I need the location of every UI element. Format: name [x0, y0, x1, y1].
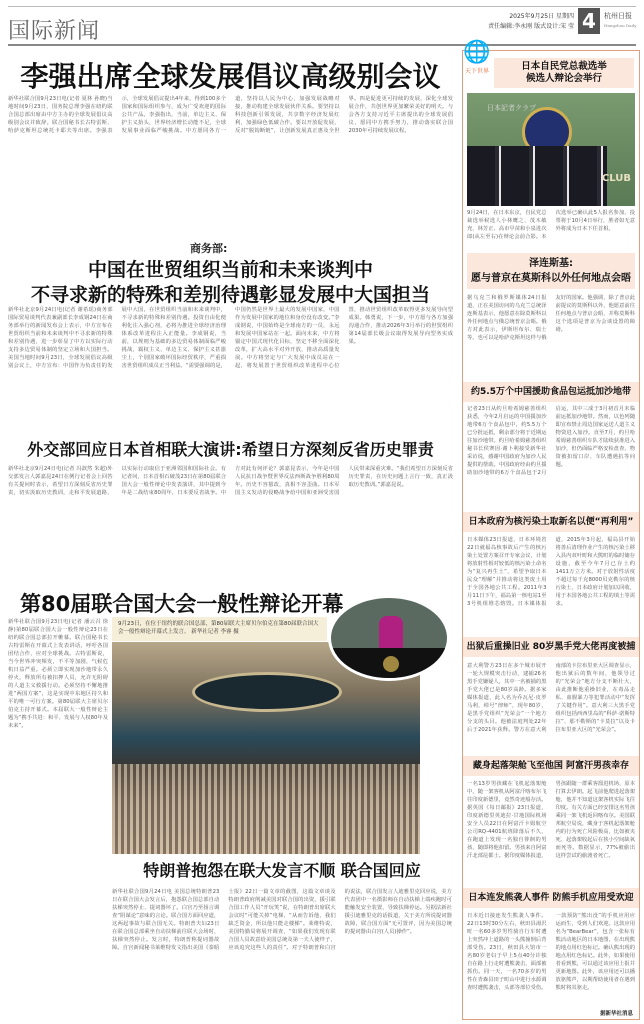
speaker-circle-photo [328, 595, 450, 681]
article-unga-body: 新华社联合国9月23日电(记者 潘云召 徐静)第80届联合国大会一般性辩论23日在纽约联合国总部拉开帷幕。联合国秘书长古特雷斯在开幕式上发表讲话，呼吁各国团结合作，应对全球挑战。古特雷斯说，当今世界冲突频发，不平等加剧，气候危机日益严重。必须立即实现加沙地带永久停火，释放所有被扣押人员，允许无阻碍的人道主义救援行动。必须坚持不懈地推进“两国方案”，这是实现中东地区持久和平的唯一可行方案。第80届联大主席贝尔伯克主持开幕式。本届联大一般性辩论主题为“携手共进：和平、发展与人权80年及未来”。 [8, 619, 108, 729]
photo-banner-text: 日本記者クラブ [487, 104, 536, 112]
article-trump-body: 新华社联合国9月24日电 美国总统特朗普23日在联合国大会发言后，抱怨联合国总部自动扶梯突然停止、提词器坏了。白宫乃至扬言调查“阴谋论”意味的言论。联合国方面回应道，这两起事故与联合国无关。特朗普夫妇23日在联合国总部乘坐自动扶梯前往联大会场时，扶梯突然停止。发言时，特朗普称提词器故障。自宫新闻秘书莱维特发文指出美国《泰晤士报》22日一篇文章的截图，这篇文章谈及特朗普政府削减美国对联合国的出资，援引联合国工作人员“开玩笑”说，在特朗普出席联大会议时“可能关掉”电梯，“从而告诉他，我们缺乏资金，所以他只能走楼梯”。莱维特说，美国特勤局将展开调查，“如果我们发现有联合国人员故意给美国总统及第一夫人使绊子，应该追究这些人的责任”。对于特朗普和白宫的说法，联合国发言人迪雅里克回应说，美方代表团中一名摄影师在自动扶梯上端疾跑时可能触发安全装置，导致扶梯停运。另据法新社援引迪雅里克的话报道，关于美方所说提词器故障，联合国方面“无可置评，因为美国总统的提词器由白宫(人员)操作”。 [112, 889, 452, 951]
japan-soil-body: 日本媒体23日报道，日本环境省22日就福岛核事故后产生的核污染土处置方案召开专家会议，计划将放射性相对较低的核污染土命名为“复兴再生土”，希望争取日本民众“理解”并推动将这类废土用于全国各地公共工程。2011年3月11日下午，福岛第一核电站1至3号机组堆芯熔毁。日本媒体报道，2015年3月起，福岛县开始将善后清理作业产生的核污染土移入县内双叶町和大熊町的临时储存设施，截至今年7月已存土约1411万立方米。对于放射性活度不超过每千克8000贝克勒尔的核污染土，日本政府计划加以回收，用于本国各地公共工程的填土等需求。 [467, 537, 635, 607]
article-li-qiang-body: 新华社联合国9月23日电(记者 夏林 孙晓)当地时间9月23日，国务院总理李强在纽约联合国总部出席由中方主办的全球发展倡议高级别会议并致辞。联合国秘书长古特雷斯、哈萨克斯坦总统托卡耶夫等出席。李强表示，全球发展倡议提出4年来，得到100多个国家和国际组织参与，成为广受欢迎的国际公共产品。李强指出，当前，单边主义、保护主义抬头，世界经济增长动能不足，全球发展事业面临严峻挑战。中方愿同各方一道，坚持以人民为中心，加强发展战略对接，推动构建全球发展伙伴关系。要坚持以科技创新引领发展，共享数字经济发展红利，加强绿色低碳合作。要以开放促发展，反对“脱钩断链”，让创新发展真正惠及全世界。四是促进更可持续的发展，深化全球发展合作，共创世界更加繁荣美好的明天。与会各方支持习近平主席提出的全球发展倡议，愿同中方携手努力，推动落实联合国2030年可持续发展议程。 [8, 96, 453, 134]
headline-mafia: 出狱后重操旧业 80岁黑手党大佬再度被捕 [463, 637, 639, 657]
headline-ldp-debate [494, 58, 634, 88]
ldp-candidates-photo [467, 93, 635, 206]
zelensky-title-1: 泽连斯基: [529, 258, 573, 269]
zelensky-body: 据乌克兰和俄罗斯媒体24日报道，正在美国访问的乌克兰总统泽连斯基表示，他愿意在除莫斯科以外任何地点与俄总统普京会晤。俄方对此表示，伊斯坦布尔、瑞士等，也可以是哈萨克斯坦这样与俄友好的国家。他强调，除了普京此前提议的莫斯科以外，他愿意前往任何地点与普京会晤，并称莫斯科这个选项是普京为会谈设置的障碍。 [467, 295, 635, 341]
mafia-body: 意大利警方23日在多个城市展开一轮大规模突击行动，逮捕26名黑手党嫌疑人，其中一名被捕的黑手党大佬已是80岁高龄。据多家媒体报道，此人名为乔瓦尼·皮罗马利，绰号“律师”，现年80岁，是黑手党组织“光荣会”一个地方分支的头目。他被法庭判处22年后于2021年获释。警方在意大利南部的卡拉布里亚大区调查显示，他出狱后的数年间，他领导过的“光荣会”地方分支不断壮大，由此推断他重操旧业，在毒品走私、血腥暴力等犯罪活动中“发挥了关键作用”。意大利三大黑手党组织包括西西里岛的“科萨·诺斯特拉”、那不勒斯的“卡莫拉”以及卡拉布里亚大区的“光荣会”。 [467, 663, 635, 733]
caption-text: 9月23日，在位于纽约的联合国总部，第80届联大主席贝尔伯克在第80届联合国大会一般性辩论开幕式上发言。 [118, 621, 319, 635]
headline-gaza-aid: 约5.5万个中国援助食品包运抵加沙地带 [463, 382, 639, 402]
photo-club-text: CLUB [601, 173, 631, 184]
source-credit: 据新华社消息 [600, 1011, 634, 1017]
gaza-aid-body: 记者23日从约旦哈希姆慈善组织获悉，今年2月启运的中国援加沙地带6万个食品包中，约5.5万个已分批运抵，剩余部分将于近期运往加沙地带。约旦哈希姆慈善组织秘书长侯赛因·谢卜利接受新华社采访说，感谢中国政府为加沙人民提供的帮助。中国政府经由约旦援助加沙地带的6万个食品包于2月启运，其中三成于3月初首月末临前运抵加沙地带。然而，以色列随即宣布禁止周边国家运送人道主义物资进入加沙。直至7月，约旦哈希姆慈善组织车队才陆续获准进入加沙，但仍面临严格安检盘查、物资被扣留口岸、车队遭遇抗等问题。 [467, 406, 635, 476]
page-number: 4 [578, 8, 600, 34]
photo-caption [112, 617, 327, 641]
headline-unga: 第80届联合国大会一般性辩论开幕 [20, 592, 344, 616]
headline-trump: 特朗普抱怨在联大发言不顺 联合国回应 [143, 861, 421, 880]
section-title: 国际新闻 [8, 19, 101, 44]
ldp-caption: 9月24日，在日本东京，自民党总裁选举候选人小林鹰之、茂木敏充、林芳正、高市早苗和小泉进次郎(从左至右)在辩论会前合影。本次选举已确认此5人报名参加，投票将于10月4日举行，胜者如无意外将成为日本下任首相。 [467, 210, 635, 240]
bear-app-body: 日本近日接连发生熊袭人事件。22日13时30分左右，秋田县湯沢町一名60多岁男性骑自行车时遭上突然冲上道路的一头熊撞倒后背部受伤。23日，秋田县大馆市一名80岁老妇于早上5点40分许独自在路上行走时遭熊袭击，面部被抓伤。同一天，一名70多岁的男性在青森县田子町山中进行水源调查时遭熊袭击，头部等部位受伤。一款预防“熊出没”的手机应用应运而生，受到人们欢迎。这款应用名为“BearBear”，包含一张标有熊活动地区的日本地图，在出现熊的地点用红色标记。确认熊出现的地点用红色标记。此外，如果使用者看到熊，可以通过该应用上报并更新地图。此外，该应用还可以播放驱熊声，以期帮助使用者在遇到熊时将其驱走。 [467, 913, 635, 991]
headline-wto-line2: 不寻求新的特殊和差别待遇彰显发展中大国担当 [30, 284, 430, 306]
ldp-title-1: 日本自民党总裁选举 [521, 61, 607, 72]
headline-mfa-japan: 外交部回应日本首相联大演讲:希望日方深刻反省历史罪责 [27, 440, 434, 459]
headline-bear-app: 日本连发熊袭人事件 防熊手机应用受欢迎 [463, 888, 639, 908]
headline-japan-soil: 日本政府为核污染土取新名以便“再利用” [463, 512, 639, 532]
headline-wto-line1: 中国在世贸组织当前和未来谈判中 [87, 259, 373, 281]
article-mfa-body: 新华社北京9月24日电(记者 冯歆然 朱超)外交部发言人郭嘉昆24日在例行记者会上回答有关提问时表示，希望日方深刻反省历史罪责，切实汲取历史教训，走和平发展道路，以实际行动取信于亚洲邻国和国际社会。有记者问，日本首相石破茂23日在第80届联合国大会一般性辩论中发表演讲，其中提到今年是二战结束80周年，日本要反省战争。中方对此有何评论？郭嘉昆表示，今年是中国人民抗日战争暨世界反法西斯战争胜利80周年。历史不容篡改，真相不容歪曲。日本军国主义发动的侵略战争给中国和亚洲受害国人民带来深重灾难。“我们希望日方深刻反省历史罪责，在历史问题上言行一致，真正汲取历史教训。”郭嘉昆说。 [8, 466, 453, 496]
article-wto-body: 新华社北京9月24日电(记者 谢希瑶)商务部国际贸易谈判代表兼副部长李成钢24日在商务部举行的新闻发布会上表示，中方宣布在世贸组织当前和未来谈判中不寻求新的特殊和差别待遇，进一步彰显了中方以实际行动支持多边贸易体制的坚定立场和大国担当。美国当地时间9月23日，全球发展倡议高级别会议上，中方宣布：中国作为负责任的发展中大国，在世贸组织当前和未来谈判中，不寻求新的特殊和差别待遇。投资自由化便利化注入强心剂，必将为推进全球经济治理体系改革进程注入正能量。李成钢说，当前，以规则为基础的多边贸易体制面临严峻挑战，霸权主义、单边主义、保护主义甚嚣尘上，个别国家破坏国际经贸秩序，严重损害世贸组织成员正当利益。“需要强调的是，中国仍然是世界上最大的发展中国家，中国作为发展中国家的地位和身份没有改变。”李成钢说，中国始终是全球南方的一员，永远和发展中国家站在一起。面向未来，中方将锚定中国式现代化目标，坚定不移全面深化改革，扩大高水平对外开放，推动高质量发展。中方将坚定与广大发展中成员站在一起，将发展置于世贸组织改革进程中心位置，推动世贸组织改革取得更多发展导向型成果。韩勇说，下一步，中方愿与各方加强沟通合作，推动2026年3月举行的世贸组织第14届部长级会议取得发展导向型务实成果。 [8, 307, 453, 369]
afghan-boy-body: 一名13岁男孩藏在飞机起落架舱中，随一架客机从阿富汗喀布尔飞往印度新德里，竟然奇迹般存活。据英国《每日邮报》23日报道，印度新德里英迪拉·甘地国际机场安全人员22日在阿富汗卡姆航空公司RQ-4401航班降落后不久，在跑道上发现一名独自徘徊的男孩，随即将他扣留。男孩来自阿富汗北部昆都士。据印度媒体报道，男孩跟随一群乘客溜进机场，原本打算去伊朗。起飞前他爬进起落架舱，他并不知道这架客机实际飞往印度。有关方面已经安排这名男孩乘同一架飞机返回喀布尔。美国联邦航空局说，藏身于客机起落架舱内的行为死亡风险极高，比如被夹死、起落架收起后在狭小空间缺氧而死等。数据显示，77%被偷出这样尝试的偷渡者死亡。 [467, 781, 635, 859]
caption-credit: 新华社记者 李睿 摄 [191, 629, 239, 635]
zelensky-title-2: 愿与普京在莫斯科以外任何地点会晤 [471, 273, 631, 284]
headline-li-qiang: 李强出席全球发展倡议高级别会议 [20, 60, 441, 93]
headline-zelensky [467, 253, 635, 289]
issue-date: 2025年9月25日 星期四 [509, 13, 574, 20]
headline-afghan-boy: 藏身起落架舱飞至他国 阿富汗男孩幸存 [463, 756, 639, 776]
kicker-mofcom: 商务部: [190, 242, 228, 255]
page-meta [488, 12, 574, 32]
newspaper-logo [604, 12, 636, 30]
editors-credit: 责任编辑:李永刚 版式设计:宋 莹 [488, 23, 574, 30]
logo-text: 杭州日报 [604, 12, 632, 20]
ldp-title-2: 候选人辩论会举行 [525, 73, 602, 84]
logo-caption: 天下世界 [464, 68, 489, 75]
top-rule [8, 6, 636, 7]
logo-en: Hangzhou Daily [604, 23, 637, 28]
header-rule [8, 44, 636, 46]
globe-hands-logo-icon: 🌐 天下世界 [463, 40, 491, 75]
